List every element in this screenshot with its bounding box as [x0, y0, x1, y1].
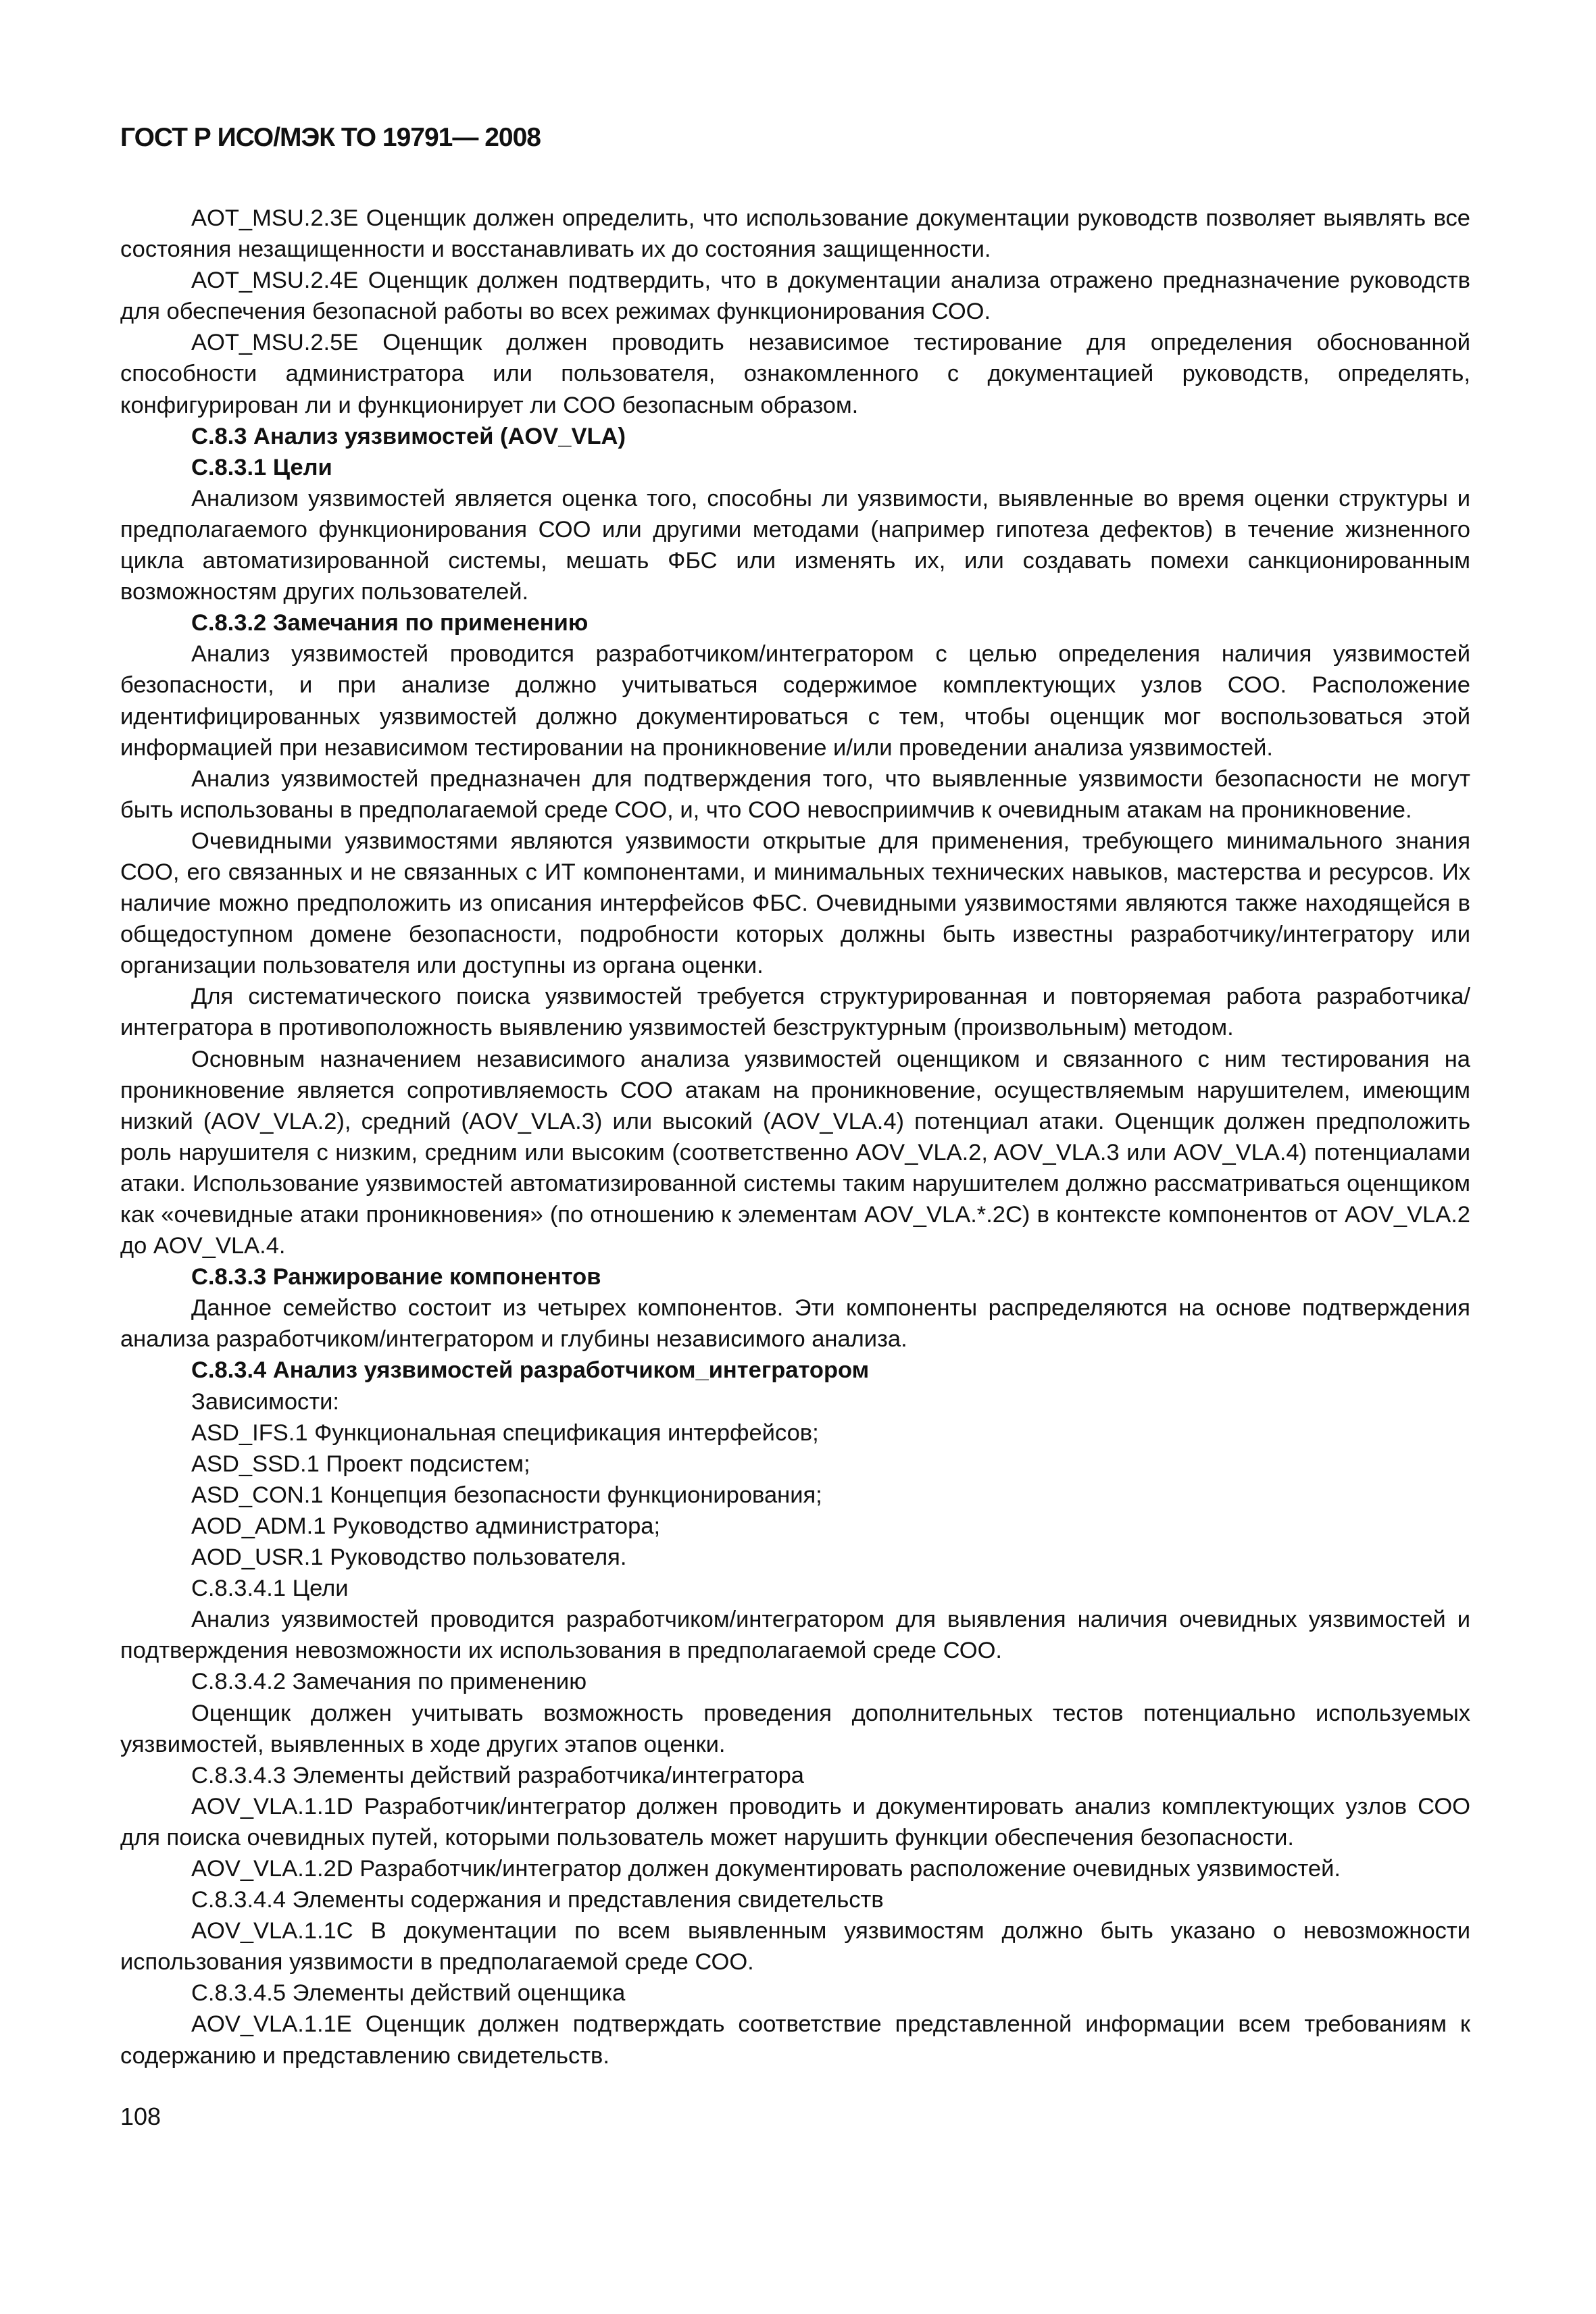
paragraph: С.8.3.4.2 Замечания по применению	[191, 1669, 587, 1695]
paragraph: С.8.3.4.1 Цели	[191, 1576, 349, 1602]
paragraph: Анализом уязвимостей является оценка того, способны ли уязвимости, выявленные во время оценки структуры и предполагаемого функционирования СОО или другими методами (например гипотеза дефектов) в течение жизненного цикла автоматизированной системы, мешать ФБС или изменять их, или создавать помехи санкционированным возможностям других пользователей.	[120, 485, 1470, 605]
paragraph: Очевидными уязвимостями являются уязвимости открытые для применения, требующего минимального знания СОО, его связанных и не связанных с ИТ компонентами, и минимальных технических навыков, мастерства и ресурсов. Их наличие можно предположить из описания интерфейсов ФБС. Очевидными уязвимостями являются также находящейся в общедоступном домене безопасности, подробности которых должны быть известны разработчику/интегратору или организации пользователя или доступны из органа оценки.	[120, 828, 1470, 979]
paragraph: ASD_SSD.1 Проект подсистем;	[191, 1451, 530, 1477]
paragraph: Зависимости:	[191, 1388, 339, 1415]
paragraph: С.8.3.4.5 Элементы действий оценщика	[191, 1980, 626, 2007]
paragraph: AOT_MSU.2.5E Оценщик должен проводить независимое тестирование для определения обоснованной способности администратора или пользователя, ознакомленного с документацией руководств, определять, конфигурирован ли и функционирует ли СОО безопасным образом.	[120, 330, 1470, 418]
paragraph: AOV_VLA.1.1D Разработчик/интегратор должен проводить и документировать анализ комплектующих узлов СОО для поиска очевидных путей, которыми пользователь может нарушить функции обеспечения безопасности.	[120, 1793, 1470, 1851]
paragraph: AOT_MSU.2.3E Оценщик должен определить, что использование документации руководств позволяет выявлять все состояния незащищенности и восстанавливать их до состояния защищенности.	[120, 205, 1470, 263]
paragraph: Оценщик должен учитывать возможность проведения дополнительных тестов потенциально используемых уязвимостей, выявленных в ходе других этапов оценки.	[120, 1700, 1470, 1757]
paragraph: С.8.3.4.4 Элементы содержания и представления свидетельств	[191, 1887, 884, 1913]
page-number: 108	[120, 2103, 161, 2130]
paragraph: ASD_CON.1 Концепция безопасности функционирования;	[191, 1482, 822, 1508]
paragraph: Анализ уязвимостей проводится разработчиком/интегратором с целью определения наличия уязвимостей безопасности, и при анализе должно учитываться содержимое комплектующих узлов СОО. Расположение идентифицированных уязвимостей должно документироваться с тем, чтобы оценщик мог воспользоваться этой информацией при независимом тестировании на проникновение и/или проведении анализа уязвимостей.	[120, 641, 1470, 761]
section-heading: С.8.3.4 Анализ уязвимостей разработчиком_интегратором	[191, 1357, 870, 1384]
page-body	[120, 203, 1470, 2071]
section-heading: С.8.3.1 Цели	[191, 454, 332, 480]
paragraph: AOV_VLA.1.2D Разработчик/интегратор должен документировать расположение очевидных уязвимостей.	[191, 1855, 1341, 1882]
paragraph: Для систематического поиска уязвимостей требуется структурированная и повторяемая работа разработчика/интегратора в противоположность выявлению уязвимостей безструктурным (произвольным) методом.	[120, 984, 1470, 1041]
paragraph: AOD_USR.1 Руководство пользователя.	[191, 1544, 627, 1571]
paragraph: Анализ уязвимостей предназначен для подтверждения того, что выявленные уязвимости безопасности не могут быть использованы в предполагаемой среде СОО, и, что СОО невосприимчив к очевидным атакам на проникновение.	[120, 765, 1470, 823]
paragraph: ASD_IFS.1 Функциональная спецификация интерфейсов;	[191, 1419, 819, 1446]
paragraph: AOV_VLA.1.1E Оценщик должен подтверждать соответствие представленной информации всем требованиям к содержанию и представлению свидетельств.	[120, 2011, 1470, 2069]
paragraph: С.8.3.4.3 Элементы действий разработчика/интегратора	[191, 1762, 804, 1788]
page-header: ГОСТ Р ИСО/МЭК ТО 19791— 2008	[120, 123, 541, 152]
paragraph: AOV_VLA.1.1C В документации по всем выявленным уязвимостям должно быть указано о невозможности использования уязвимости в предполагаемой среде СОО.	[120, 1918, 1470, 1976]
paragraph: Основным назначением независимого анализа уязвимостей оценщиком и связанного с ним тестирования на проникновение является сопротивляемость СОО атакам на проникновение, осуществляемым нарушителем, имеющим низкий (AOV_VLA.2), средний (AOV_VLA.3) или высокий (AOV_VLA.4) потенциал атаки. Оценщик должен предположить роль нарушителя с низким, средним или высоким (соответственно AOV_VLA.2, AOV_VLA.3 или AOV_VLA.4) потенциалами атаки. Использование уязвимостей автоматизированной системы таким нарушителем должно рассматриваться оценщиком как «очевидные атаки проникновения» (по отношению к элементам AOV_VLA.*.2C) в контексте компонентов от AOV_VLA.2 до AOV_VLA.4.	[120, 1046, 1470, 1259]
paragraph: AOD_ADM.1 Руководство администратора;	[191, 1513, 661, 1539]
section-heading: С.8.3 Анализ уязвимостей (AOV_VLA)	[191, 423, 626, 449]
paragraph: AOT_MSU.2.4E Оценщик должен подтвердить, что в документации анализа отражено предназначение руководств для обеспечения безопасной работы во всех режимах функционирования СОО.	[120, 268, 1470, 325]
paragraph: Анализ уязвимостей проводится разработчиком/интегратором для выявления наличия очевидных уязвимостей и подтверждения невозможности их использования в предполагаемой среде СОО.	[120, 1607, 1470, 1664]
paragraph: Данное семейство состоит из четырех компонентов. Эти компоненты распределяются на основе подтверждения анализа разработчиком/интегратором и глубины независимого анализа.	[120, 1295, 1470, 1353]
section-heading: С.8.3.2 Замечания по применению	[191, 610, 589, 636]
section-heading: С.8.3.3 Ранжирование компонентов	[191, 1264, 601, 1290]
